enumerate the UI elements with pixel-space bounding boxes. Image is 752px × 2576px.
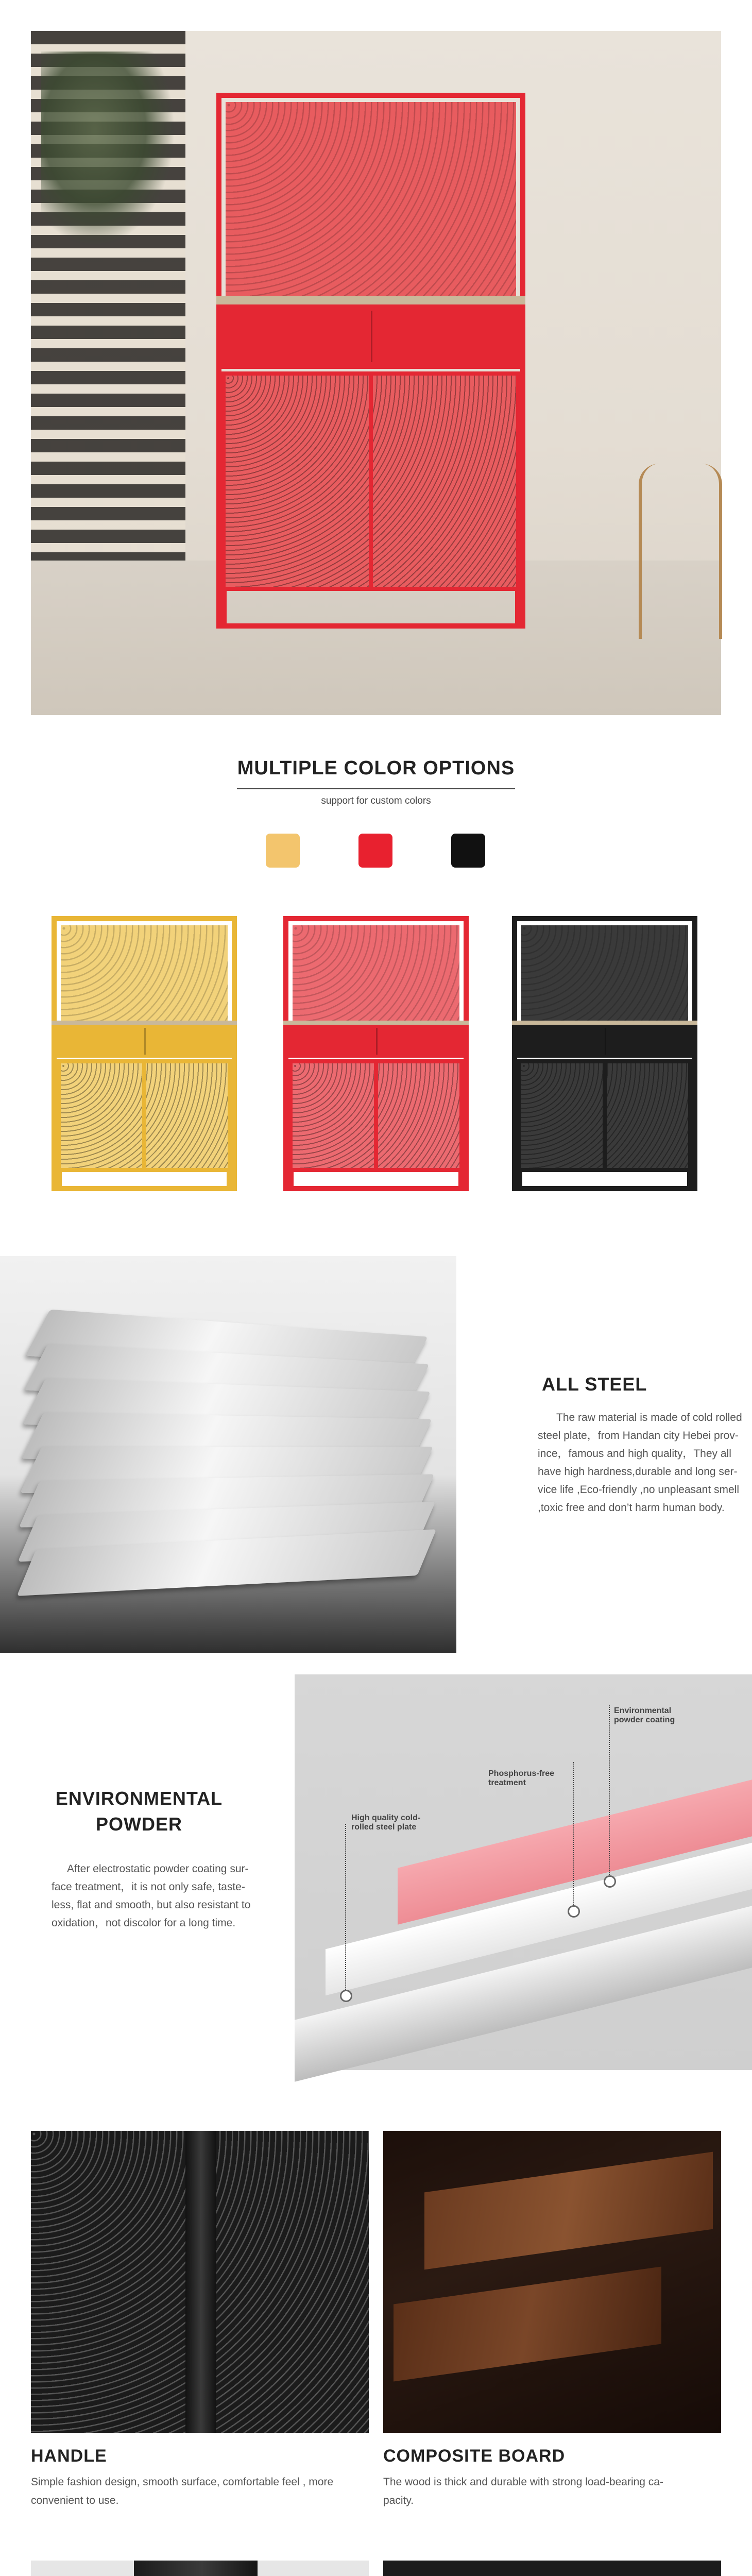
handle-photo: [31, 2131, 369, 2433]
wheels-photo: [383, 2561, 721, 2576]
environmental-text: After electrostatic powder coating sur- face treatment，it is not only safe, taste- less, flat and smooth, but also resistant to oxidation，not discolor for a long time.: [52, 1863, 251, 1929]
red-cabinet: [283, 916, 469, 1191]
color-options-divider: [237, 788, 515, 789]
composite-board-photo: [383, 2131, 721, 2433]
all-steel-text: The raw material is made of cold rolled steel plate，from Handan city Hebei prov- ince，famous and high quality，They all have high hardness,durable and long ser- vice life ,Eco-friendly ,no unpleasant smell ,toxic free and don’t harm human body.: [538, 1412, 742, 1514]
side-table: [639, 464, 722, 639]
environmental-title: ENVIRONMENTAL POWDER: [55, 1788, 223, 1835]
steel-sheets-photo: [0, 1256, 456, 1653]
all-steel-title: ALL STEEL: [542, 1374, 647, 1395]
swatch-black[interactable]: [451, 834, 485, 868]
handle-text: Simple fashion design, smooth surface, comfortable feel , more convenient to use.: [31, 2476, 334, 2506]
black-cabinet: [512, 916, 697, 1191]
swatch-red[interactable]: [358, 834, 392, 868]
red-cabinet-hero: [216, 93, 525, 629]
swatch-yellow[interactable]: [266, 834, 300, 868]
composite-board-text: The wood is thick and durable with strong load-bearing ca- pacity.: [383, 2476, 663, 2506]
stand-leg-photo: [31, 2561, 369, 2576]
color-options-subtitle: support for custom colors: [321, 795, 431, 806]
label-powder-coating: Environmental powder coating: [614, 1706, 675, 1724]
yellow-cabinet: [52, 916, 237, 1191]
color-options-title: MULTIPLE COLOR OPTIONS: [237, 757, 515, 779]
handle-title: HANDLE: [31, 2446, 107, 2466]
label-phosphorus-free: Phosphorus-free treatment: [488, 1769, 555, 1787]
powder-layers-diagram: [295, 1674, 752, 2070]
label-steel-plate: High quality cold- rolled steel plate: [351, 1814, 421, 1832]
hero-room-photo: [31, 31, 721, 715]
composite-board-title: COMPOSITE BOARD: [383, 2446, 566, 2466]
plant-decoration: [41, 52, 175, 247]
